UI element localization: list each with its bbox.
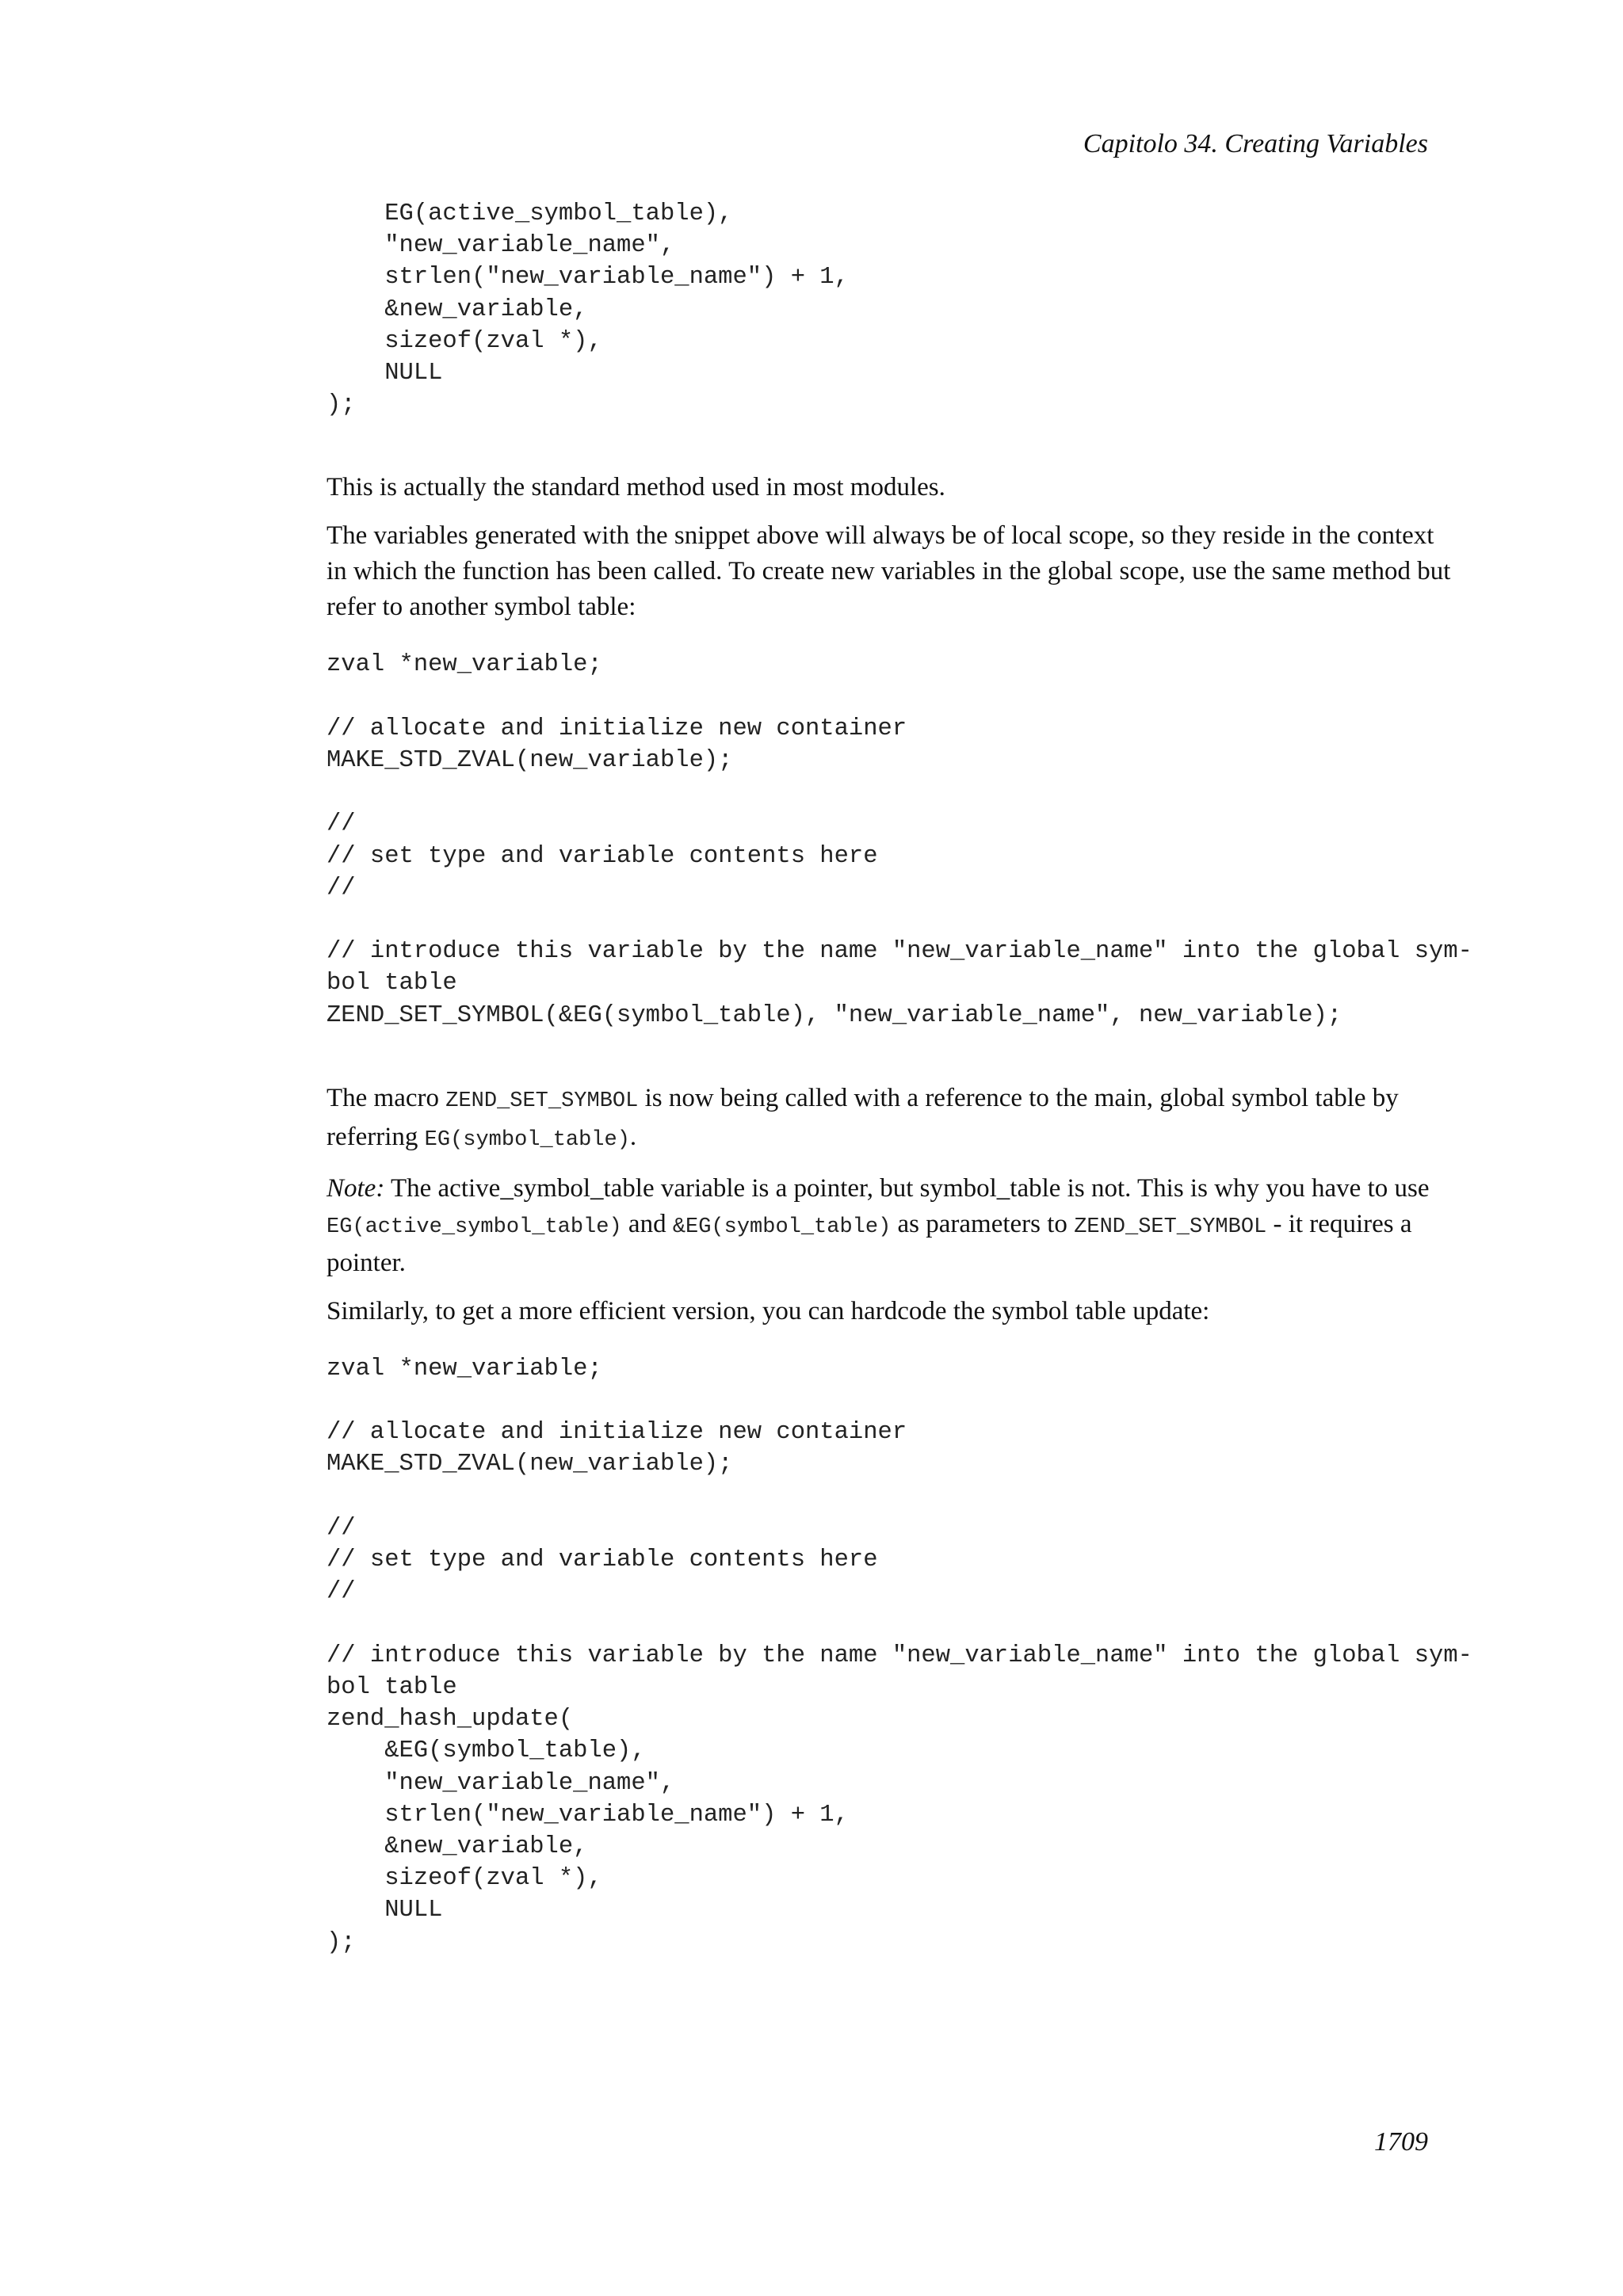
- page-number: 1709: [1374, 2127, 1428, 2157]
- text-fragment: is now being called with a reference to the main, global symbol table by referring: [327, 1083, 1399, 1151]
- text-fragment: as parameters to: [891, 1209, 1075, 1238]
- note-label: Note:: [327, 1173, 385, 1203]
- code-block-zend-hash-update: zval *new_variable; // allocate and initialize new container MAKE_STD_ZVAL(new_variable); // // set type and variable contents here // // introduce this variable by the name "new_variable_name" into the global sym- bol table zend_hash_update( &EG(symbol_table), "new_variable_name", strlen("new_variable_name") + 1, &new_variable, sizeof(zval *), NULL );: [327, 1355, 1472, 1956]
- code-block-zend-hash-update-tail: EG(active_symbol_table), "new_variable_name", strlen("new_variable_name") + 1, &new_variable, sizeof(zval *), NULL );: [327, 200, 849, 419]
- text-fragment: The macro: [327, 1083, 446, 1112]
- paragraph-efficient-version: Similarly, to get a more efficient version, you can hardcode the symbol table update:: [327, 1296, 1210, 1325]
- paragraph-standard-method: This is actually the standard method used in most modules.: [327, 473, 945, 502]
- text-fragment: .: [629, 1122, 637, 1151]
- inline-code-zend-set-symbol: ZEND_SET_SYMBOL: [1074, 1215, 1267, 1239]
- inline-code-zend-set-symbol: ZEND_SET_SYMBOL: [445, 1089, 639, 1113]
- text-fragment: and: [621, 1209, 673, 1238]
- running-header: Capitolo 34. Creating Variables: [1083, 129, 1428, 158]
- text-fragment: The active_symbol_table variable is a pointer, but symbol_table is not. This is why you have to use: [384, 1173, 1430, 1203]
- inline-code-ref-eg-symbol-table: &EG(symbol_table): [672, 1215, 892, 1239]
- code-block-zend-set-symbol: zval *new_variable; // allocate and initialize new container MAKE_STD_ZVAL(new_variable); // // set type and variable contents here // // introduce this variable by the name "new_variable_name" into the global sym- bol table ZEND_SET_SYMBOL(&EG(symbol_table), "new_variable_name", new_variable);: [327, 651, 1472, 1029]
- page-content: [327, 198, 1515, 1958]
- paragraph-note: [327, 1171, 1452, 1281]
- inline-code-eg-active-symbol-table: EG(active_symbol_table): [327, 1215, 622, 1239]
- text-fragment: - it requires a pointer.: [327, 1209, 1412, 1277]
- paragraph-macro-explanation: [327, 1081, 1452, 1158]
- paragraph-local-scope: The variables generated with the snippet above will always be of local scope, so they reside in the context in which the function has been called. To create new variables in the global scope, use the same method but refer to another symbol table:: [327, 521, 1451, 622]
- inline-code-eg-symbol-table: EG(symbol_table): [424, 1127, 630, 1152]
